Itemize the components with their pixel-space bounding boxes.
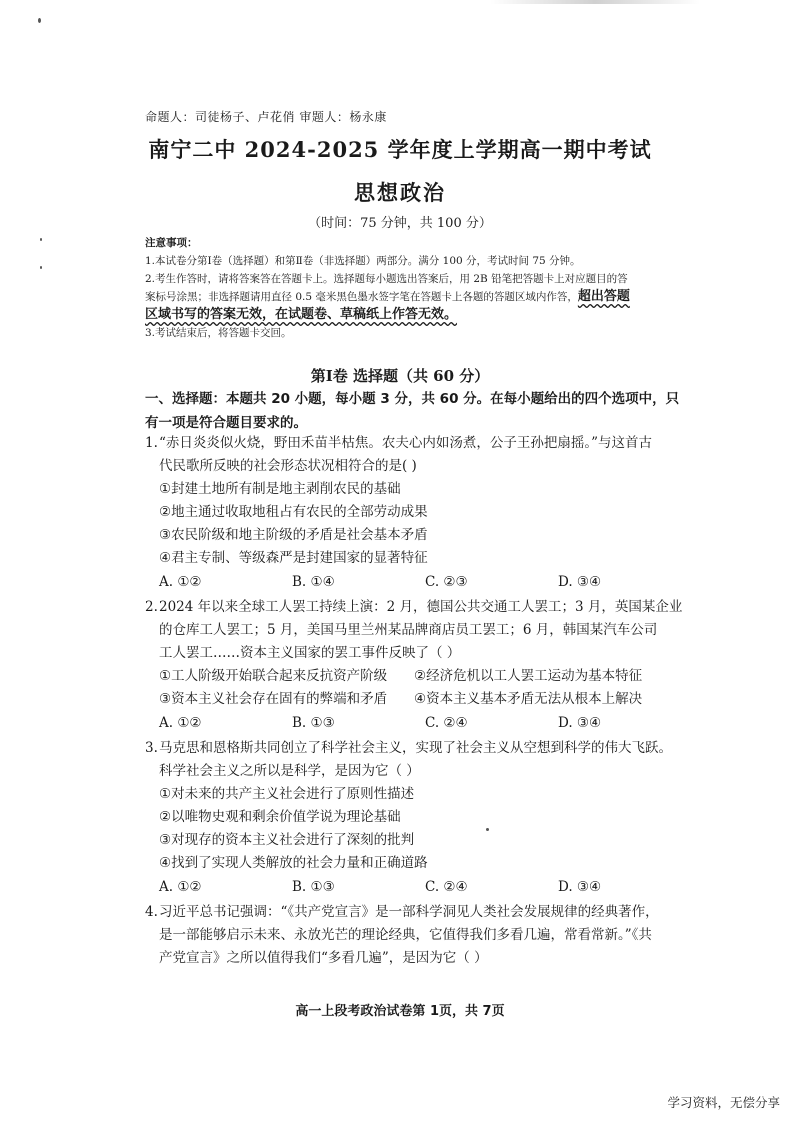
notice-item-1: 1.本试卷分第Ⅰ卷（选择题）和第Ⅱ卷（非选择题）两部分。满分 100 分，考试时间 75 分钟。 xyxy=(145,255,581,267)
stem-line: 代民歌所反映的社会形态状况相符合的是( ) xyxy=(159,458,417,474)
option-c[interactable]: C. ②③ xyxy=(425,574,468,590)
option-d[interactable]: D. ③④ xyxy=(558,879,602,895)
stem-line: 产党宣言》之所以值得我们“多看几遍”，是因为它（ ） xyxy=(159,950,488,966)
statement: ④君主专制、等级森严是封建国家的显著特征 xyxy=(159,550,428,566)
statement: ③资本主义社会存在固有的弊端和矛盾 xyxy=(159,691,388,707)
question-stem xyxy=(145,596,690,665)
section-instruction: 一、选择题：本题共 20 小题，每小题 3 分，共 60 分。在每小题给出的四个选项中，只有一项是符合题目要求的。 xyxy=(145,391,680,431)
notice-title: 注意事项： xyxy=(145,237,198,249)
question-stem xyxy=(145,901,690,970)
scan-speck xyxy=(38,18,41,23)
option-a[interactable]: A. ①② xyxy=(159,715,202,731)
stem-line: “赤日炎炎似火烧，野田禾苗半枯焦。农夫心内如汤煮，公子王孙把扇摇。”与这首古 xyxy=(159,435,653,451)
option-b[interactable]: B. ①④ xyxy=(292,574,335,590)
question-stem xyxy=(145,432,690,478)
option-row xyxy=(145,875,690,899)
stem-line: 马克思和恩格斯共同创立了科学社会主义，实现了社会主义从空想到科学的伟大飞跃。 xyxy=(159,740,672,756)
scan-speck xyxy=(40,238,42,241)
option-c[interactable]: C. ②④ xyxy=(425,715,468,731)
statement-row xyxy=(145,665,690,688)
notice-item-2a: 2.考生作答时，请将答案答在答题卡上。选择题每小题选出答案后，用 2B 铅笔把答题卡上对应题目的答 xyxy=(145,273,628,285)
notice-item-3: 3.考试结束后，将答题卡交回。 xyxy=(145,327,292,339)
option-b[interactable]: B. ①③ xyxy=(292,879,335,895)
notice-block xyxy=(145,234,685,342)
question-number: 1. xyxy=(145,435,158,451)
watermark-text: 学习资料，无偿分享 xyxy=(667,1095,780,1110)
statement-row xyxy=(145,688,690,711)
exam-title: 南宁二中 2024-2025 学年度上学期高一期中考试 xyxy=(148,137,652,162)
option-d[interactable]: D. ③④ xyxy=(558,574,602,590)
option-d[interactable]: D. ③④ xyxy=(558,715,602,731)
notice-item-2b-text: 案标号涂黑；非选择题请用直径 0.5 毫米黑色墨水签字笔在答题卡上各题的答题区域内作答， xyxy=(145,291,578,303)
question-number: 2. xyxy=(145,599,158,615)
scan-edge-shadow xyxy=(490,0,700,4)
option-a[interactable]: A. ①② xyxy=(159,574,202,590)
statement: ①封建土地所有制是地主剥削农民的基础 xyxy=(159,481,401,497)
statement: ①对未来的共产主义社会进行了原则性描述 xyxy=(159,786,415,802)
option-row xyxy=(145,711,690,735)
time-info: （时间：75 分钟，共 100 分） xyxy=(308,216,492,231)
option-row xyxy=(145,570,690,594)
notice-item-2c: 区域书写的答案无效，在试题卷、草稿纸上作答无效。 xyxy=(145,307,458,322)
statement: ①工人阶级开始联合起来反抗资产阶级 xyxy=(159,668,388,684)
option-b[interactable]: B. ①③ xyxy=(292,715,335,731)
author-line: 命题人：司徒杨子、卢花俏 审题人：杨永康 xyxy=(145,110,387,124)
statement: ②地主通过收取地租占有农民的全部劳动成果 xyxy=(159,504,428,520)
notice-emphasis: 超出答题 xyxy=(577,289,630,304)
question-number: 3. xyxy=(145,740,158,756)
statement: ④找到了实现人类解放的社会力量和正确道路 xyxy=(159,855,428,871)
stem-line: 习近平总书记强调：“《共产党宣言》是一部科学洞见人类社会发展规律的经典著作， xyxy=(159,904,659,920)
question-list xyxy=(145,432,690,970)
statement: ③农民阶级和地主阶级的矛盾是社会基本矛盾 xyxy=(159,527,428,543)
question-number: 4. xyxy=(145,904,158,920)
question-2 xyxy=(145,596,690,735)
section-title: 第Ⅰ卷 选择题（共 60 分） xyxy=(310,367,490,385)
stem-line: 是一部能够启示未来、永放光芒的理论经典，它值得我们多看几遍，常看常新。”《共 xyxy=(159,927,652,943)
option-c[interactable]: C. ②④ xyxy=(425,879,468,895)
statement: ④资本主义基本矛盾无法从根本上解决 xyxy=(414,691,643,707)
statement: ②经济危机以工人罢工运动为基本特征 xyxy=(414,668,643,684)
option-a[interactable]: A. ①② xyxy=(159,879,202,895)
notice-item-2b xyxy=(145,288,685,306)
question-3 xyxy=(145,737,690,899)
statement: ②以唯物史观和剩余价值学说为理论基础 xyxy=(159,809,401,825)
stem-line: 2024 年以来全球工人罢工持续上演：2 月，德国公共交通工人罢工；3 月，英国某企业 xyxy=(159,599,683,615)
stem-line: 工人罢工……资本主义国家的罢工事件反映了（ ） xyxy=(159,645,461,661)
statement: ③对现存的资本主义社会进行了深刻的批判 xyxy=(159,832,415,848)
stem-line: 科学社会主义之所以是科学，是因为它（ ） xyxy=(159,763,420,779)
subject-title: 思想政治 xyxy=(354,180,446,205)
question-1 xyxy=(145,432,690,594)
scan-speck xyxy=(40,266,42,269)
question-stem xyxy=(145,737,690,783)
question-4 xyxy=(145,901,690,970)
stem-line: 的仓库工人罢工；5 月，美国马里兰州某品牌商店员工罢工；6 月，韩国某汽车公司 xyxy=(159,622,658,638)
page-footer: 高一上段考政治试卷第 1页，共 7页 xyxy=(295,1004,505,1019)
